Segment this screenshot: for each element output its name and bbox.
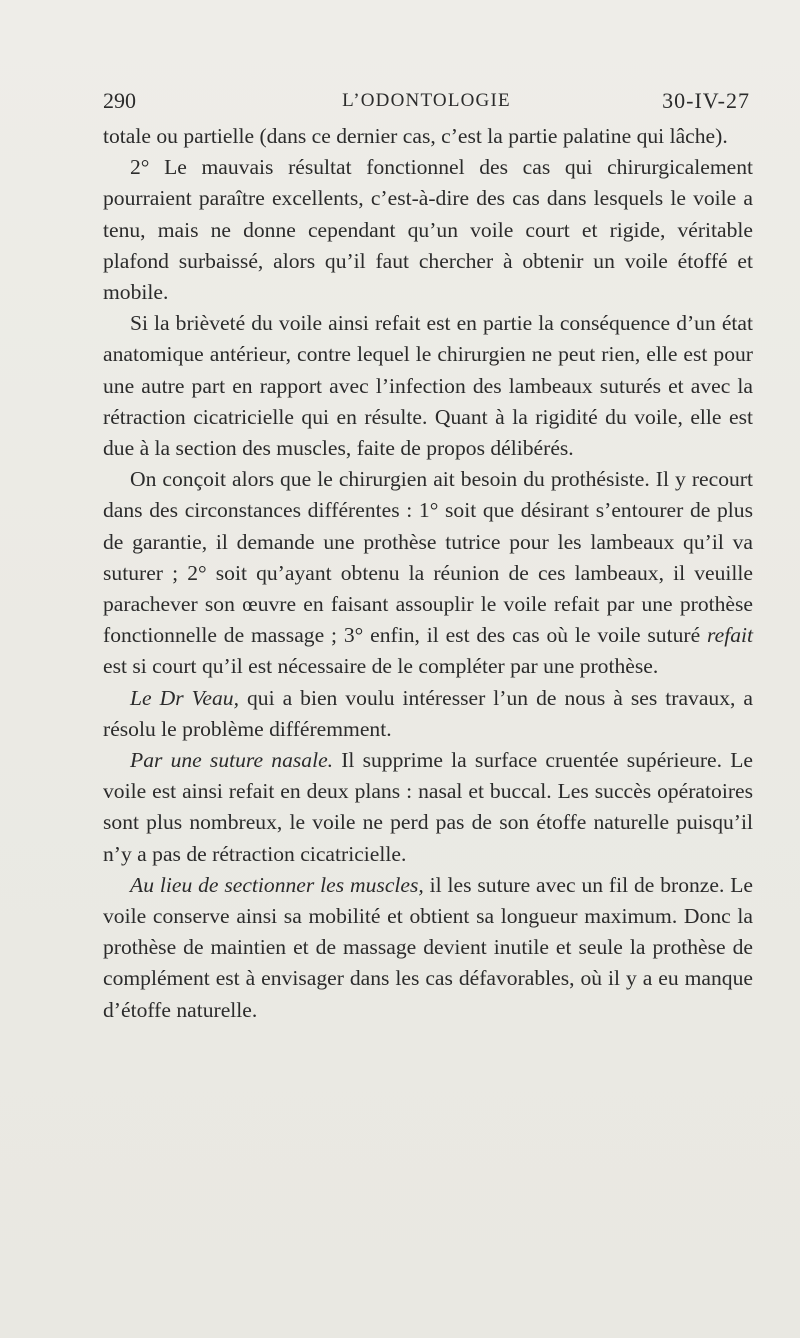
body-text xyxy=(103,121,753,1026)
text-run: il les suture avec un fil de bronze. Le voile conserve ainsi sa mobilité et obtient sa longueur maximum. Donc la prothèse de maintien et de massage devient inutile et seule la prothèse de complément est à envisager dans les cas défavorables, où il y a eu manque d’étoffe naturelle. xyxy=(103,872,753,1022)
paragraph xyxy=(103,121,753,152)
paragraph xyxy=(103,308,753,464)
paragraph xyxy=(103,870,753,1026)
italic-text-run: Le Dr Veau, xyxy=(130,685,239,710)
issue-date: 30-IV-27 xyxy=(662,88,750,113)
italic-text-run: Par une suture nasale. xyxy=(130,748,334,773)
journal-title: L’ODONTOLOGIE xyxy=(342,90,511,111)
paragraph xyxy=(103,683,753,745)
paragraph xyxy=(103,152,753,308)
text-run: 2° Le mauvais résultat fonctionnel des cas qui chirurgicalement pourraient paraître excellents, c’est-à-dire des cas dans lesquels le voile a tenu, mais ne donne cependant qu’un voile court et rigide, véritable plafond surbaissé, alors qu’il faut chercher à obtenir un voile étoffé et mobile. xyxy=(103,155,753,305)
text-run: est si court qu’il est nécessaire de le compléter par une prothèse. xyxy=(103,654,659,679)
text-run: qui a bien voulu intéresser l’un de nous à ses travaux, a résolu le problème différemment. xyxy=(103,685,753,741)
paragraph xyxy=(103,464,753,682)
italic-text-run: refait xyxy=(707,623,753,648)
paragraph xyxy=(103,745,753,870)
page-number: 290 xyxy=(103,88,136,113)
italic-text-run: Au lieu de sectionner les muscles, xyxy=(130,872,424,897)
text-run: Il supprime la surface cruentée supérieure. Le voile est ainsi refait en deux plans : nasal et buccal. Les succès opératoires sont plus nombreux, le voile ne perd pas de son étoffe naturelle puisqu’il n’y a pas de rétraction cicatricielle. xyxy=(103,748,753,866)
text-run: totale ou partielle (dans ce dernier cas, c’est la partie palatine qui lâche). xyxy=(103,124,728,148)
text-run: Si la brièveté du voile ainsi refait est en partie la conséquence d’un état anatomique antérieur, contre lequel le chirurgien ne peut rien, elle est pour une autre part en rapport avec l’infection des lambeaux suturés et avec la rétraction cicatricielle qui en résulte. Quant à la rigidité du voile, elle est due à la section des muscles, faite de propos délibérés. xyxy=(103,311,753,461)
running-header xyxy=(103,86,750,116)
text-run: On conçoit alors que le chirurgien ait besoin du prothésiste. Il y recourt dans des circonstances différentes : 1° soit que désirant s’entourer de plus de garantie, il demande une prothèse tutrice pour les lambeaux qu’il va suturer ; 2° soit qu’ayant obtenu la réunion de ces lambeaux, il veuille parachever son œuvre en faisant assouplir le voile refait par une prothèse fonctionnelle de massage ; 3° enfin, il est des cas où le voile suturé xyxy=(103,467,753,648)
